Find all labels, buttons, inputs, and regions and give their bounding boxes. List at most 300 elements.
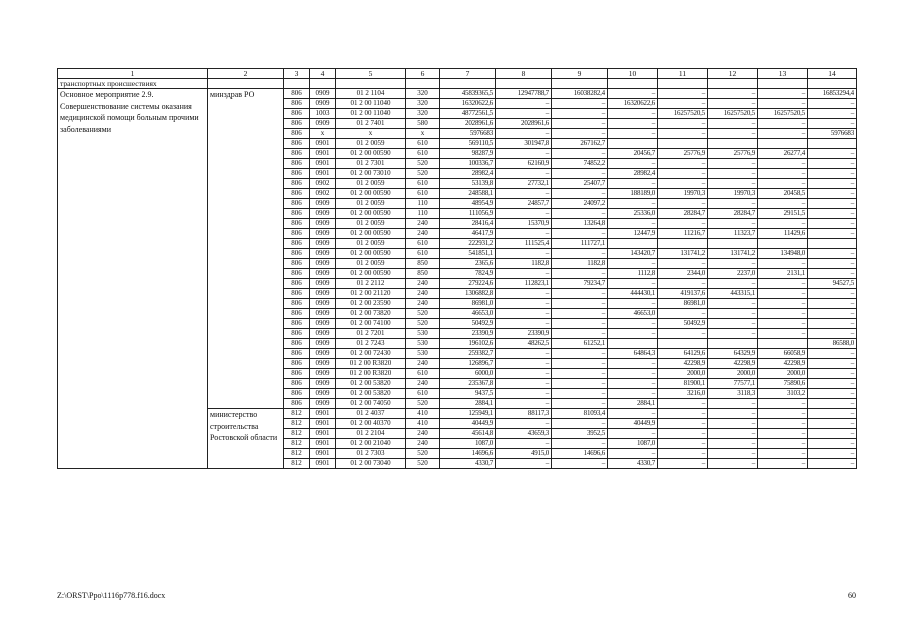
table-cell: – [808, 169, 857, 179]
table-cell: 88117,3 [496, 409, 552, 419]
table-cell: – [552, 309, 608, 319]
table-cell: 812 [284, 439, 310, 449]
table-cell: – [808, 459, 857, 469]
table-cell: 0901 [310, 419, 336, 429]
table-cell: 9437,5 [440, 389, 496, 399]
table-cell [658, 339, 708, 349]
table-cell: – [496, 419, 552, 429]
table-cell: 4330,7 [608, 459, 658, 469]
table-cell: 2131,1 [758, 269, 808, 279]
table-cell: 1003 [310, 109, 336, 119]
table-cell: 0909 [310, 89, 336, 99]
table-cell: – [552, 459, 608, 469]
table-cell: 806 [284, 119, 310, 129]
table-cell: – [658, 279, 708, 289]
subheader-cell: транспортных происшествиях [58, 79, 208, 89]
table-cell: – [708, 329, 758, 339]
table-cell: 01 2 7301 [336, 159, 406, 169]
table-cell: 812 [284, 449, 310, 459]
table-cell: – [658, 439, 708, 449]
header-cell: 3 [284, 69, 310, 79]
table-cell: 01 2 00 74050 [336, 399, 406, 409]
table-cell: – [608, 89, 658, 99]
table-cell [758, 339, 808, 349]
table-cell: – [808, 289, 857, 299]
table-cell: 806 [284, 239, 310, 249]
table-cell: – [496, 169, 552, 179]
table-cell: 530 [406, 349, 440, 359]
table-cell: – [608, 319, 658, 329]
table-cell: 01 2 0059 [336, 219, 406, 229]
table-cell: – [808, 409, 857, 419]
table-cell: 42298,9 [708, 359, 758, 369]
table-cell: 16257520,5 [708, 109, 758, 119]
table-cell: 410 [406, 409, 440, 419]
table-cell: 0901 [310, 169, 336, 179]
table-cell: 806 [284, 279, 310, 289]
table-cell: 01 2 7303 [336, 449, 406, 459]
table-cell: 01 2 0059 [336, 199, 406, 209]
table-cell: 541851,1 [440, 249, 496, 259]
table-cell: – [808, 349, 857, 359]
table-cell [808, 239, 857, 249]
table-cell: 806 [284, 99, 310, 109]
table-cell: 61252,1 [552, 339, 608, 349]
table-cell: 81900,1 [658, 379, 708, 389]
table-cell: 86981,0 [658, 299, 708, 309]
table-cell: 806 [284, 259, 310, 269]
table-cell: 28284,7 [658, 209, 708, 219]
table-cell: 1306882,8 [440, 289, 496, 299]
table-cell: 01 2 00 40370 [336, 419, 406, 429]
table-cell: – [552, 249, 608, 259]
table-cell: – [608, 329, 658, 339]
table-cell: 806 [284, 339, 310, 349]
table-cell: – [658, 329, 708, 339]
table-cell: – [808, 449, 857, 459]
table-cell [708, 239, 758, 249]
table-cell: 0909 [310, 399, 336, 409]
header-cell: 4 [310, 69, 336, 79]
table-cell: 01 2 00 11040 [336, 99, 406, 109]
table-cell: – [496, 349, 552, 359]
table-cell [708, 339, 758, 349]
table-cell: 1112,8 [608, 269, 658, 279]
header-cell: 1 [58, 69, 208, 79]
table-cell: – [708, 299, 758, 309]
table-cell: – [496, 369, 552, 379]
table-cell: 240 [406, 289, 440, 299]
table-cell: – [608, 299, 658, 309]
table-cell: 01 2 00 00590 [336, 269, 406, 279]
table-cell: – [658, 259, 708, 269]
table-cell: 42298,9 [758, 359, 808, 369]
empty-cell [552, 79, 608, 89]
table-cell: 01 2 00 73010 [336, 169, 406, 179]
table-cell: 01 2 00 23590 [336, 299, 406, 309]
table-cell: – [808, 249, 857, 259]
table-cell: – [758, 199, 808, 209]
table-cell: – [758, 119, 808, 129]
empty-cell [310, 79, 336, 89]
table-cell: 610 [406, 249, 440, 259]
table-cell: 806 [284, 189, 310, 199]
table-cell: – [496, 399, 552, 409]
table-cell: 0901 [310, 429, 336, 439]
empty-cell [208, 79, 284, 89]
empty-cell [708, 79, 758, 89]
table-cell: – [758, 399, 808, 409]
table-cell: – [708, 259, 758, 269]
table-cell: 01 2 00 73040 [336, 459, 406, 469]
table-cell: 25407,7 [552, 179, 608, 189]
table-cell: 0901 [310, 409, 336, 419]
table-cell: 0909 [310, 259, 336, 269]
table-cell: 2000,0 [708, 369, 758, 379]
table-cell: 27732,1 [496, 179, 552, 189]
table-cell: – [496, 299, 552, 309]
table-cell: 53139,8 [440, 179, 496, 189]
table-cell: 40449,9 [608, 419, 658, 429]
table-cell: – [658, 419, 708, 429]
table-cell: – [808, 269, 857, 279]
table-cell: 77577,1 [708, 379, 758, 389]
table-cell: 01 2 00 72430 [336, 349, 406, 359]
table-cell: 131741,2 [658, 249, 708, 259]
table-cell: 806 [284, 269, 310, 279]
table-cell: 111727,1 [552, 239, 608, 249]
table-cell: 806 [284, 359, 310, 369]
table-cell: 0909 [310, 229, 336, 239]
table-cell: 320 [406, 99, 440, 109]
table-cell: – [552, 439, 608, 449]
table-cell: – [608, 259, 658, 269]
table-cell: 0909 [310, 119, 336, 129]
table-cell: – [608, 359, 658, 369]
table-cell: 2028961,6 [440, 119, 496, 129]
header-cell: 2 [208, 69, 284, 79]
table-cell: 134948,0 [758, 249, 808, 259]
table-cell: – [496, 309, 552, 319]
table-cell: 25776,9 [658, 149, 708, 159]
table-cell: 01 2 00 11040 [336, 109, 406, 119]
table-cell: 419137,6 [658, 289, 708, 299]
table-cell: – [808, 439, 857, 449]
table-cell: – [808, 379, 857, 389]
table-cell: 48954,9 [440, 199, 496, 209]
table-cell: 0909 [310, 329, 336, 339]
table-cell [608, 339, 658, 349]
table-cell: 12947788,7 [496, 89, 552, 99]
table-cell: – [552, 419, 608, 429]
table-cell: 86588,0 [808, 339, 857, 349]
table-cell: – [758, 449, 808, 459]
table-cell: 01 2 0059 [336, 179, 406, 189]
table-cell [608, 139, 658, 149]
table-cell: – [708, 449, 758, 459]
table-cell: 29151,5 [758, 209, 808, 219]
table-cell: – [708, 159, 758, 169]
executor-name: минздрав РО [208, 89, 284, 409]
table-cell: – [708, 279, 758, 289]
header-cell: 5 [336, 69, 406, 79]
table-cell: 610 [406, 139, 440, 149]
executor-name: министерство строительства Ростовской области [208, 409, 284, 469]
table-cell: – [608, 409, 658, 419]
table-cell: – [808, 149, 857, 159]
header-cell: 11 [658, 69, 708, 79]
table-cell: 3118,3 [708, 389, 758, 399]
table-cell: 806 [284, 159, 310, 169]
table-cell: 81093,4 [552, 409, 608, 419]
table-cell: 520 [406, 159, 440, 169]
empty-cell [758, 79, 808, 89]
table-cell: – [658, 199, 708, 209]
table-cell: 806 [284, 209, 310, 219]
table-cell: – [758, 159, 808, 169]
table-row [58, 79, 857, 89]
table-cell: – [758, 179, 808, 189]
table-cell: – [808, 99, 857, 109]
table-cell: – [808, 209, 857, 219]
table-cell: 20456,7 [608, 149, 658, 159]
table-cell: – [708, 179, 758, 189]
table-cell: 520 [406, 449, 440, 459]
table-cell: – [608, 389, 658, 399]
table-cell [808, 139, 857, 149]
table-cell: – [808, 369, 857, 379]
table-cell: – [496, 109, 552, 119]
table-cell: 01 2 00 00590 [336, 249, 406, 259]
header-cell: 8 [496, 69, 552, 79]
table-cell: 812 [284, 409, 310, 419]
table-cell: – [496, 379, 552, 389]
table-cell: – [496, 149, 552, 159]
table-cell: 0902 [310, 179, 336, 189]
table-cell: – [708, 129, 758, 139]
header-row [58, 69, 857, 79]
table-cell: – [658, 89, 708, 99]
table-cell: – [808, 389, 857, 399]
table-cell: – [552, 119, 608, 129]
table-cell: 806 [284, 249, 310, 259]
table-cell: 0909 [310, 349, 336, 359]
table-cell: 16853294,4 [808, 89, 857, 99]
table-cell: – [496, 249, 552, 259]
table-cell: – [708, 309, 758, 319]
table-cell: 19970,3 [708, 189, 758, 199]
table-cell: 5976683 [808, 129, 857, 139]
table-cell: 320 [406, 109, 440, 119]
table-cell: – [496, 229, 552, 239]
table-cell: 410 [406, 419, 440, 429]
table-cell: – [552, 299, 608, 309]
table-cell: 0909 [310, 249, 336, 259]
table-cell: – [552, 109, 608, 119]
empty-cell [608, 79, 658, 89]
table-cell: 806 [284, 329, 310, 339]
table-cell: 94527,5 [808, 279, 857, 289]
table-cell: 806 [284, 389, 310, 399]
table-cell: x [336, 129, 406, 139]
table-cell: 320 [406, 89, 440, 99]
header-cell: 7 [440, 69, 496, 79]
table-cell: 16320622,6 [608, 99, 658, 109]
table-cell: 240 [406, 219, 440, 229]
table-cell: 7824,9 [440, 269, 496, 279]
table-cell: 806 [284, 229, 310, 239]
table-cell: 806 [284, 179, 310, 189]
table-cell: 6000,0 [440, 369, 496, 379]
table-cell: 240 [406, 439, 440, 449]
table-cell: 16257520,5 [758, 109, 808, 119]
table-cell: 0901 [310, 449, 336, 459]
table-cell: – [758, 219, 808, 229]
table-cell: – [708, 89, 758, 99]
table-cell: 23390,9 [440, 329, 496, 339]
table-cell: – [552, 99, 608, 109]
table-cell: 0909 [310, 269, 336, 279]
table-cell: 580 [406, 119, 440, 129]
table-cell: – [808, 109, 857, 119]
header-cell: 13 [758, 69, 808, 79]
table-cell: 0909 [310, 219, 336, 229]
table-cell: 64129,6 [658, 349, 708, 359]
table-cell: 1087,0 [608, 439, 658, 449]
table-cell: 66058,9 [758, 349, 808, 359]
table-cell: 2884,1 [440, 399, 496, 409]
table-cell: 806 [284, 109, 310, 119]
table-cell: 28982,4 [608, 169, 658, 179]
table-cell: – [758, 89, 808, 99]
page-number: 60 [848, 591, 856, 600]
table-cell: – [552, 329, 608, 339]
table-cell: 01 2 7401 [336, 119, 406, 129]
table-cell: – [608, 379, 658, 389]
table-cell: 850 [406, 269, 440, 279]
table-cell: – [496, 129, 552, 139]
table-cell: 2000,0 [758, 369, 808, 379]
table-cell: 20458,5 [758, 189, 808, 199]
table-cell: 444430,1 [608, 289, 658, 299]
table-cell: 11216,7 [658, 229, 708, 239]
table-cell: 13264,8 [552, 219, 608, 229]
table-cell: 01 2 7201 [336, 329, 406, 339]
table-cell: – [808, 219, 857, 229]
table-cell: – [758, 409, 808, 419]
table-cell: 0909 [310, 299, 336, 309]
table-cell: – [552, 289, 608, 299]
table-cell: – [552, 379, 608, 389]
table-cell: 100336,7 [440, 159, 496, 169]
table-cell: – [758, 319, 808, 329]
table-cell: 01 2 00 21120 [336, 289, 406, 299]
table-cell: 46653,0 [440, 309, 496, 319]
table-cell: 267162,7 [552, 139, 608, 149]
table-cell: – [708, 99, 758, 109]
table-cell: 530 [406, 329, 440, 339]
table-cell: – [808, 319, 857, 329]
table-cell: – [758, 459, 808, 469]
table-cell: – [552, 229, 608, 239]
table-cell: 0909 [310, 279, 336, 289]
table-cell: 01 2 00 00590 [336, 229, 406, 239]
table-cell: – [808, 309, 857, 319]
table-cell: 26277,4 [758, 149, 808, 159]
table-cell: – [552, 359, 608, 369]
table-cell: 16257520,5 [658, 109, 708, 119]
table-cell: – [658, 459, 708, 469]
table-cell: – [608, 369, 658, 379]
empty-cell [496, 79, 552, 89]
table-cell: 0909 [310, 389, 336, 399]
header-cell: 6 [406, 69, 440, 79]
empty-cell [336, 79, 406, 89]
table-cell: 48772561,5 [440, 109, 496, 119]
table-cell: 279224,6 [440, 279, 496, 289]
table-cell: 850 [406, 259, 440, 269]
table-cell: x [406, 129, 440, 139]
table-cell: – [758, 299, 808, 309]
table-cell: 01 2 2104 [336, 429, 406, 439]
table-cell: 64329,9 [708, 349, 758, 359]
table-cell: – [608, 119, 658, 129]
table-cell: – [808, 359, 857, 369]
table-cell: 40449,9 [440, 419, 496, 429]
table-cell: 126896,7 [440, 359, 496, 369]
table-cell: – [552, 269, 608, 279]
table-cell: 0909 [310, 289, 336, 299]
table-cell: – [496, 189, 552, 199]
table-cell: 2000,0 [658, 369, 708, 379]
table-cell: 196102,6 [440, 339, 496, 349]
table-cell: 240 [406, 299, 440, 309]
header-cell: 12 [708, 69, 758, 79]
table-cell: 0901 [310, 149, 336, 159]
table-cell: 01 2 00 21040 [336, 439, 406, 449]
table-cell: – [708, 219, 758, 229]
table-cell: 806 [284, 199, 310, 209]
table-cell: – [552, 209, 608, 219]
table-cell: 2365,6 [440, 259, 496, 269]
table-cell: – [608, 279, 658, 289]
table-cell: – [658, 169, 708, 179]
table-cell: – [808, 399, 857, 409]
table-cell: 520 [406, 169, 440, 179]
table-cell: 74852,2 [552, 159, 608, 169]
table-cell: 569110,5 [440, 139, 496, 149]
table-cell: 64864,3 [608, 349, 658, 359]
table-cell: 110 [406, 209, 440, 219]
table-cell: – [496, 269, 552, 279]
table-cell: 111056,9 [440, 209, 496, 219]
table-cell: – [552, 319, 608, 329]
table-cell: 19970,3 [658, 189, 708, 199]
table-cell: 45614,8 [440, 429, 496, 439]
table-cell: 42298,9 [658, 359, 708, 369]
table-cell: 301947,8 [496, 139, 552, 149]
table-cell: – [758, 289, 808, 299]
table-cell: 24857,7 [496, 199, 552, 209]
table-cell: – [808, 229, 857, 239]
table-cell: 806 [284, 89, 310, 99]
table-cell: – [708, 429, 758, 439]
table-cell: – [708, 399, 758, 409]
table-cell: 610 [406, 389, 440, 399]
table-cell: 240 [406, 379, 440, 389]
table-cell: – [658, 219, 708, 229]
table-cell: 15370,9 [496, 219, 552, 229]
